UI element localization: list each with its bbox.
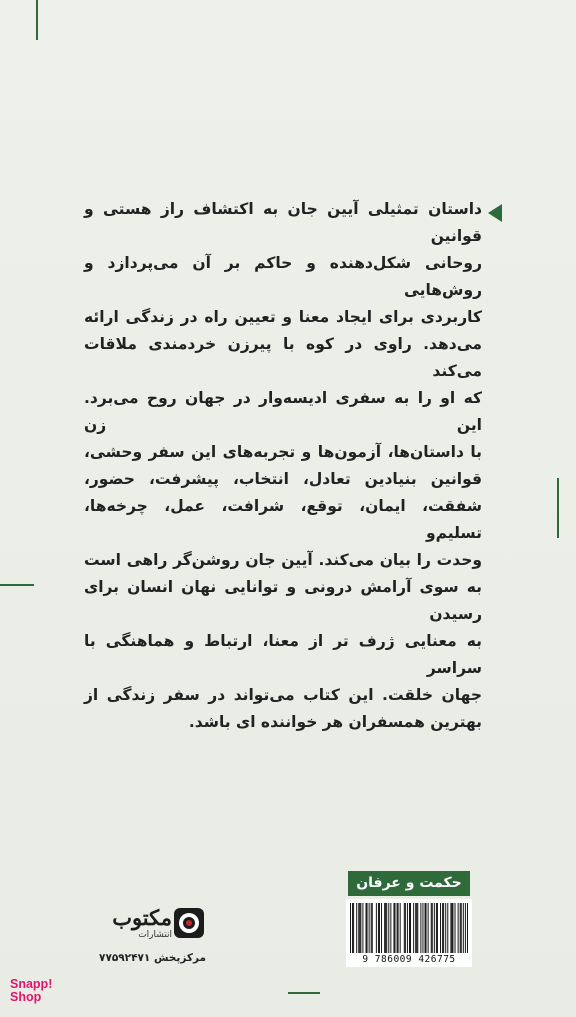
- barcode-bar: [409, 903, 410, 953]
- crop-mark-bottom: [288, 992, 320, 994]
- barcode-bar: [410, 903, 411, 953]
- barcode-bar: [465, 903, 466, 953]
- barcode-bar: [428, 903, 429, 953]
- crop-mark-right: [557, 478, 559, 538]
- description-line: با داستان‌ها، آزمون‌ها و تجربه‌های این سفر وحشی،: [84, 443, 482, 461]
- barcode-bar: [385, 903, 386, 953]
- barcode-bar: [458, 903, 459, 953]
- barcode-bar: [422, 903, 423, 953]
- series-label: حکمت و عرفان: [348, 871, 470, 896]
- publisher-subtitle: انتشارات: [138, 930, 172, 940]
- triangle-bullet-icon: [488, 204, 502, 222]
- barcode-bar: [451, 903, 452, 953]
- isbn-barcode: [346, 899, 472, 967]
- barcode-bar: [384, 903, 385, 953]
- barcode-bar: [362, 903, 363, 953]
- description-line: بهترین همسفران هر خواننده ای باشد.: [188, 713, 482, 731]
- description-line: کاربردی برای ایجاد معنا و تعیین راه در زندگی ارائه: [84, 308, 482, 326]
- barcode-bar: [378, 903, 379, 953]
- barcode-bar: [398, 903, 399, 953]
- barcode-bar: [405, 903, 406, 953]
- barcode-bar: [425, 903, 426, 953]
- store-logo-line1: Snapp!: [10, 977, 53, 991]
- barcode-bar: [463, 903, 464, 953]
- barcode-bar: [367, 903, 368, 953]
- barcode-bar: [379, 903, 380, 953]
- barcode-bar: [436, 903, 437, 953]
- barcode-bar: [442, 903, 443, 953]
- barcode-bar: [358, 903, 359, 953]
- barcode-bar: [447, 903, 448, 953]
- barcode-bar: [467, 903, 468, 953]
- barcode-bar: [360, 903, 361, 953]
- book-description: [84, 196, 482, 736]
- barcode-bar: [353, 903, 354, 953]
- barcode-bar: [366, 903, 367, 953]
- description-line: به معنایی ژرف تر از معنا، ارتباط و هماهنگی با سراسر: [84, 632, 482, 677]
- description-line: به سوی آرامش درونی و توانایی نهان انسان برای رسیدن: [84, 578, 482, 623]
- store-logo-line2: Shop: [10, 990, 42, 1004]
- barcode-bar: [395, 903, 396, 953]
- barcode-bar: [450, 903, 451, 953]
- barcode-bar: [426, 903, 427, 953]
- barcode-bar: [431, 903, 432, 953]
- barcode-bar: [460, 903, 461, 953]
- barcode-bar: [356, 903, 357, 953]
- barcode-bar: [371, 903, 372, 953]
- barcode-bar: [420, 903, 421, 953]
- barcode-bar: [386, 903, 387, 953]
- barcode-bar: [404, 903, 405, 953]
- publisher-name: مکتوب: [112, 905, 172, 930]
- isbn-digits: 9 786009 426775: [362, 954, 456, 965]
- description-line: روحانی شکل‌دهنده و حاکم بر آن می‌پردازد و روش‌هایی: [84, 254, 482, 299]
- description-line: جهان خلقت. این کتاب می‌تواند در سفر زندگی از: [84, 686, 482, 704]
- barcode-bar: [350, 903, 351, 953]
- barcode-bar: [352, 903, 353, 953]
- description-line: داستان تمثیلی آیین جان به اکتشاف راز هستی و قوانین: [84, 200, 482, 245]
- barcode-bar: [381, 903, 382, 953]
- barcode-bar: [452, 903, 453, 953]
- barcode-bar: [445, 903, 446, 953]
- barcode-bar: [440, 903, 441, 953]
- description-line: می‌دهد. راوی در کوه با پیرزن خردمندی ملاقات می‌کند: [84, 335, 482, 380]
- barcode-bar: [417, 903, 418, 953]
- barcode-bar: [413, 903, 414, 953]
- publisher-block: [90, 906, 206, 976]
- barcode-bar: [415, 903, 416, 953]
- barcode-bar: [390, 903, 391, 953]
- barcode-bar: [393, 903, 394, 953]
- barcode-bar: [372, 903, 373, 953]
- description-line: وحدت را بیان می‌کند. آیین جان روشن‌گر راهی است: [84, 551, 482, 569]
- publisher-logo-icon: [174, 908, 204, 938]
- crop-mark-left: [0, 584, 34, 586]
- barcode-bar: [443, 903, 444, 953]
- barcode-bar: [369, 903, 370, 953]
- barcode-bar: [400, 903, 401, 953]
- description-line: که او را به سفری ادیسه‌وار در جهان روح می‌برد. این زن: [84, 389, 482, 434]
- barcode-bar: [432, 903, 433, 953]
- barcode-bars: [350, 903, 468, 953]
- description-line: شفقت، ایمان، توقع، شرافت، عمل، چرخه‌ها، تسلیم‌و: [84, 497, 482, 542]
- distribution-center: مرکزپخش ۷۷۵۹۲۴۷۱: [99, 952, 206, 964]
- barcode-bar: [461, 903, 462, 953]
- store-watermark-logo: [10, 978, 70, 1004]
- barcode-bar: [455, 903, 456, 953]
- barcode-bar: [437, 903, 438, 953]
- barcode-bar: [359, 903, 360, 953]
- barcode-bar: [376, 903, 377, 953]
- barcode-bar: [397, 903, 398, 953]
- crop-mark-top: [36, 0, 38, 40]
- description-line: قوانین بنیادین تعادل، انتخاب، پیشرفت، حضور،: [84, 470, 482, 488]
- barcode-bar: [416, 903, 417, 953]
- barcode-bar: [434, 903, 435, 953]
- barcode-bar: [407, 903, 408, 953]
- barcode-bar: [388, 903, 389, 953]
